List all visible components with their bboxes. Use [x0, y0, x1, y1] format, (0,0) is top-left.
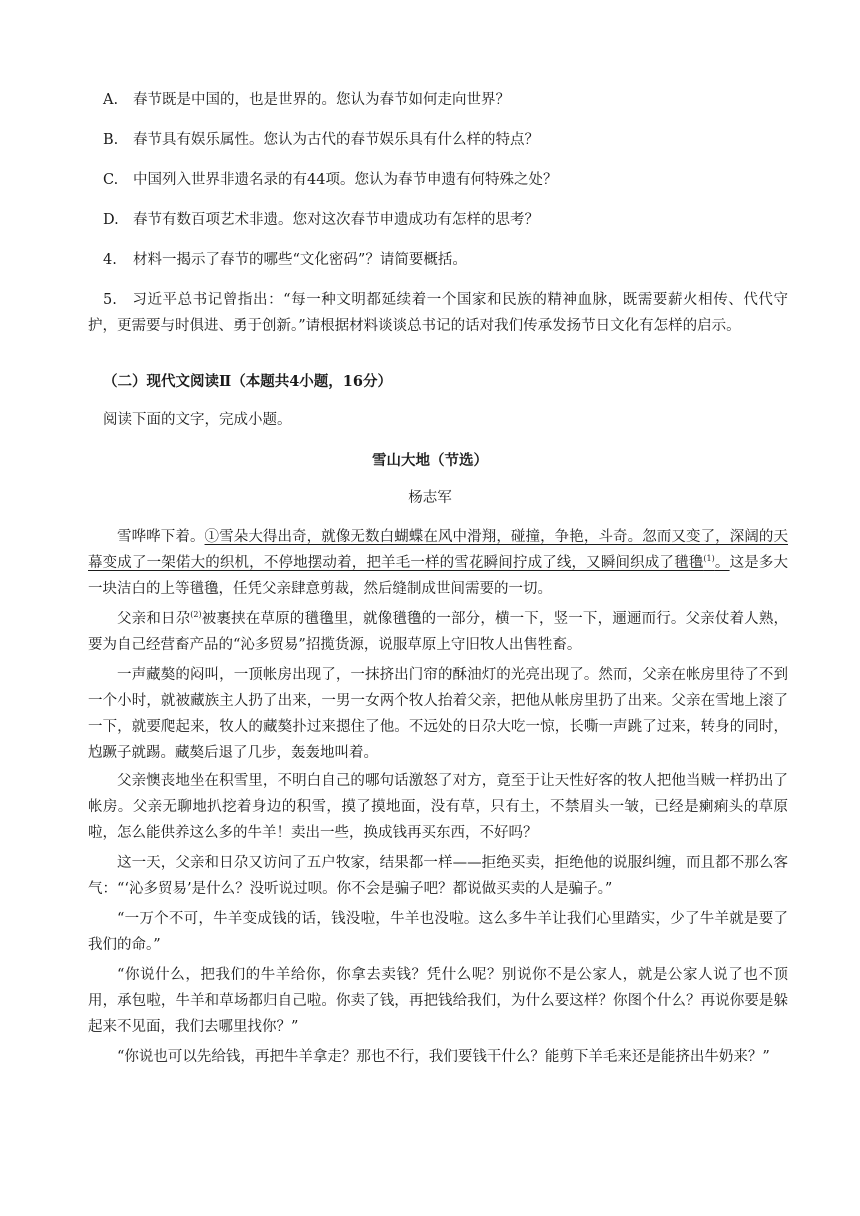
option-text: 中国列入世界非遗名录的有44项。您认为春节申遗有何特殊之处？ — [133, 172, 558, 188]
article-paragraph-6: “一万个不可，牛羊变成钱的话，钱没啦，牛羊也没啦。这么多牛羊让我们心里踏实，少了牛羊就是要了我们的命。” — [88, 911, 788, 953]
article-title: 雪山大地（节选） — [372, 452, 488, 469]
footnote-marker: (2) — [190, 610, 202, 620]
section-heading: （二）现代文阅读Ⅱ（本题共4小题，16分） — [103, 373, 392, 390]
option-text: 春节既是中国的，也是世界的。您认为春节如何走向世界？ — [133, 92, 510, 108]
paragraph-lead: 父亲和日尕 — [117, 611, 191, 627]
option-text: 春节有数百项艺术非遗。您对这次春节申遗成功有怎样的思考？ — [133, 212, 539, 228]
question-text: 材料一揭示了春节的哪些“文化密码”？请简要概括。 — [133, 252, 467, 268]
article-author: 杨志军 — [408, 490, 452, 506]
article-paragraph-1 — [88, 524, 788, 602]
underlined-text: ①雪朵大得出奇，就像无数白蝴蝶在风中滑翔，碰撞，争艳，斗奇。忽而又变了，深阔的天幕变成了一架偌大的织机，不停地摆动着，把羊毛一样的雪花瞬间拧成了线，又瞬间织成了氆氇 — [88, 529, 789, 571]
underlined-end: 。 — [714, 555, 730, 571]
option-letter: B. — [103, 132, 119, 148]
article-paragraph-8: “你说也可以先给钱，再把牛羊拿走？那也不行，我们要钱干什么？能剪下羊毛来还是能挤出牛奶来？” — [117, 1049, 770, 1065]
question-5 — [88, 287, 788, 339]
question-number: 4. — [103, 252, 117, 268]
question-text: 习近平总书记曾指出：“每一种文明都延续着一个国家和民族的精神血脉，既需要薪火相传、代代守护，更需要与时俱进、勇于创新。”请根据材料谈谈总书记的话对我们传承发扬节日文化有怎样的启示。 — [88, 292, 788, 334]
option-a — [103, 90, 510, 110]
article-paragraph-5: 这一天，父亲和日尕又访问了五户牧家，结果都一样——拒绝买卖，拒绝他的说服纠缠，而且都不那么客气：“‘沁多贸易’是什么？没听说过呗。你不会是骗子吧？都说做买卖的人是骗子。” — [88, 855, 788, 897]
reading-instruction: 阅读下面的文字，完成小题。 — [103, 412, 292, 428]
option-d — [103, 210, 539, 230]
option-c — [103, 170, 557, 190]
article-paragraph-7: “你说什么，把我们的牛羊给你，你拿去卖钱？凭什么呢？别说你不是公家人，就是公家人说了也不顶用，承包啦，牛羊和草场都归自己啦。你卖了钱，再把钱给我们，为什么要这样？你图个什么？再说你要是躲起来不见面，我们去哪里找你？” — [88, 967, 788, 1035]
question-4 — [103, 250, 467, 270]
article-paragraph-2 — [88, 606, 788, 658]
option-letter: C. — [103, 172, 119, 188]
option-b — [103, 130, 539, 150]
paragraph-rest: 这是多大一块洁白的上等氆氇，任凭父亲肆意剪裁，然后缝制成世间需要的一切。 — [88, 555, 789, 597]
option-letter: D. — [103, 212, 119, 228]
paragraph-rest: 被裹挟在草原的氆氇里，就像氆氇的一部分，横一下，竖一下，逦逦而行。父亲仗着人熟，要为自己经营畜产品的“沁多贸易”招揽货源，说服草原上守旧牧人出售牲畜。 — [88, 611, 788, 653]
option-text: 春节具有娱乐属性。您认为古代的春节娱乐具有什么样的特点？ — [133, 132, 539, 148]
footnote-marker: (1) — [703, 554, 715, 564]
paragraph-lead: 雪哗哗下着。 — [117, 529, 205, 545]
article-paragraph-3: 一声藏獒的闷叫，一顶帐房出现了，一抹挤出门帘的酥油灯的光亮出现了。然而，父亲在帐房里待了不到一个小时，就被藏族主人扔了出来，一男一女两个牧人抬着父亲，把他从帐房里扔了出来。父亲在雪地上滚了一下，就要爬起来，牧人的藏獒扑过来摁住了他。不远处的日尕大吃一惊，长嘶一声跳了过来，转身的同时，尥蹶子就踢。藏獒后退了几步，轰轰地叫着。 — [88, 667, 788, 761]
article-paragraph-4: 父亲懊丧地坐在积雪里，不明白自己的哪句话激怒了对方，竟至于让天性好客的牧人把他当贼一样扔出了帐房。父亲无聊地扒挖着身边的积雪，摸了摸地面，没有草，只有土，不禁眉头一皱，已经是瘌痢头的草原啦，怎么能供养这么多的牛羊！卖出一些，换成钱再买东西，不好吗？ — [88, 773, 788, 841]
option-letter: A. — [103, 92, 119, 108]
question-number: 5. — [103, 292, 117, 308]
